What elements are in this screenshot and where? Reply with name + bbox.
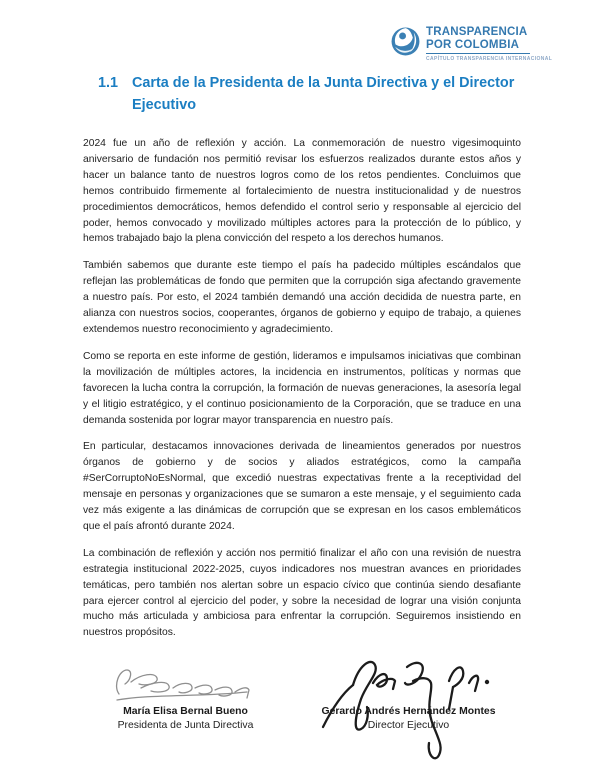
globe-person-icon bbox=[390, 26, 421, 57]
paragraph: La combinación de reflexión y acción nos permitió finalizar el año con una revisión de nuestra estrategia institucional 2022-2025, cuyos indicadores nos muestran avances en prioridades temáticas, pero también nos alertan sobre un espacio cívico que continúa siendo desafiante para ejercer control al ejercicio del poder, y sobre la necesidad de lograr una visión conjunta mucho más articulada y ambiciosa para enfrentar la corrupción. Seguiremos insistiendo en nuestros propósitos. bbox=[83, 547, 521, 639]
signature-block-presidenta bbox=[83, 663, 288, 733]
signatory-name: Gerardo Andrés Hernández Montes bbox=[321, 706, 496, 718]
letter-body bbox=[83, 136, 521, 641]
section-number: 1.1 bbox=[98, 75, 119, 91]
paragraph: 2024 fue un año de reflexión y acción. La conmemoración de nuestro vigesimoquinto aniversario de fundación nos permitió revisar los esfuerzos realizados durante estos años y hacer un balance tanto de nuestros logros como de los retos pendientes. Concluimos que hemos contribuido firmemente al fortalecimiento de nuestra institucionalidad y de nuestros procedimientos democráticos, hemos defendido el control serio y responsable al ejercicio del poder, hemos convocado y movilizado múltiples actores para la protección de lo público, y hemos trabajado bajo la plena convicción del respeto a los derechos humanos. bbox=[83, 138, 521, 245]
brand-tagline: CAPÍTULO TRANSPARENCIA INTERNACIONAL bbox=[426, 55, 553, 62]
logo-wordmark bbox=[426, 26, 553, 62]
signature-block-director bbox=[296, 663, 521, 733]
signature-image-area bbox=[83, 663, 288, 705]
handwritten-signature-icon bbox=[111, 660, 261, 708]
section-heading bbox=[98, 72, 521, 116]
signatory-title: Director Ejecutivo bbox=[367, 720, 450, 732]
paragraph: En particular, destacamos innovaciones derivada de lineamientos generados por nuestros órganos de gobierno y de socios y aliados estratégicos, como la campaña #SerCorruptoNoEsNormal, que excedió nuestras expectativas frente a la receptividad del mensaje en personas y organizaciones que se sumaron a este mensaje, y el seguimiento cada vez más exigente a las dinámicas de corrupción que se expresan en los casos emblemáticos que el país afrontó durante 2024. bbox=[83, 441, 521, 532]
section-title-line1: Carta de la Presidenta de la Junta Directiva y el Director bbox=[132, 75, 515, 91]
paragraph: También sabemos que durante este tiempo el país ha padecido múltiples escándalos que reflejan las problemáticas de fondo que permiten que la corrupción siga afectando gravemente a nuestro país. Por esto, el 2024 también demandó una acción decidida de nuestra parte, en alianza con nuestros socios, cooperantes, órganos de gobierno y equipo de trabajo, a quienes extendemos nuestro reconocimiento y agradecimiento. bbox=[83, 260, 521, 335]
signature-image-area bbox=[296, 663, 521, 705]
brand-name-line2: POR COLOMBIA bbox=[426, 38, 520, 51]
section-title bbox=[132, 72, 514, 116]
brand-name-line1: TRANSPARENCIA bbox=[426, 26, 528, 38]
signature-section bbox=[83, 663, 521, 733]
brand-divider bbox=[426, 53, 530, 54]
section-title-line2: Ejecutivo bbox=[132, 97, 196, 113]
signatory-title: Presidenta de Junta Directiva bbox=[117, 720, 254, 732]
brand-logo bbox=[390, 26, 553, 62]
signatory-name: María Elisa Bernal Bueno bbox=[123, 706, 248, 718]
paragraph: Como se reporta en este informe de gestión, lideramos e impulsamos iniciativas que combinan la movilización de múltiples actores, la incidencia en instrumentos, políticas y normas que favorecen la lucha contra la corrupción, la formación de nuevas generaciones, la asesoría legal y el litigio estratégico, y el continuo posicionamiento de la Corporación, que se traduce en una demanda sostenida por lograr mayor transparencia en nuestro país. bbox=[83, 350, 521, 426]
